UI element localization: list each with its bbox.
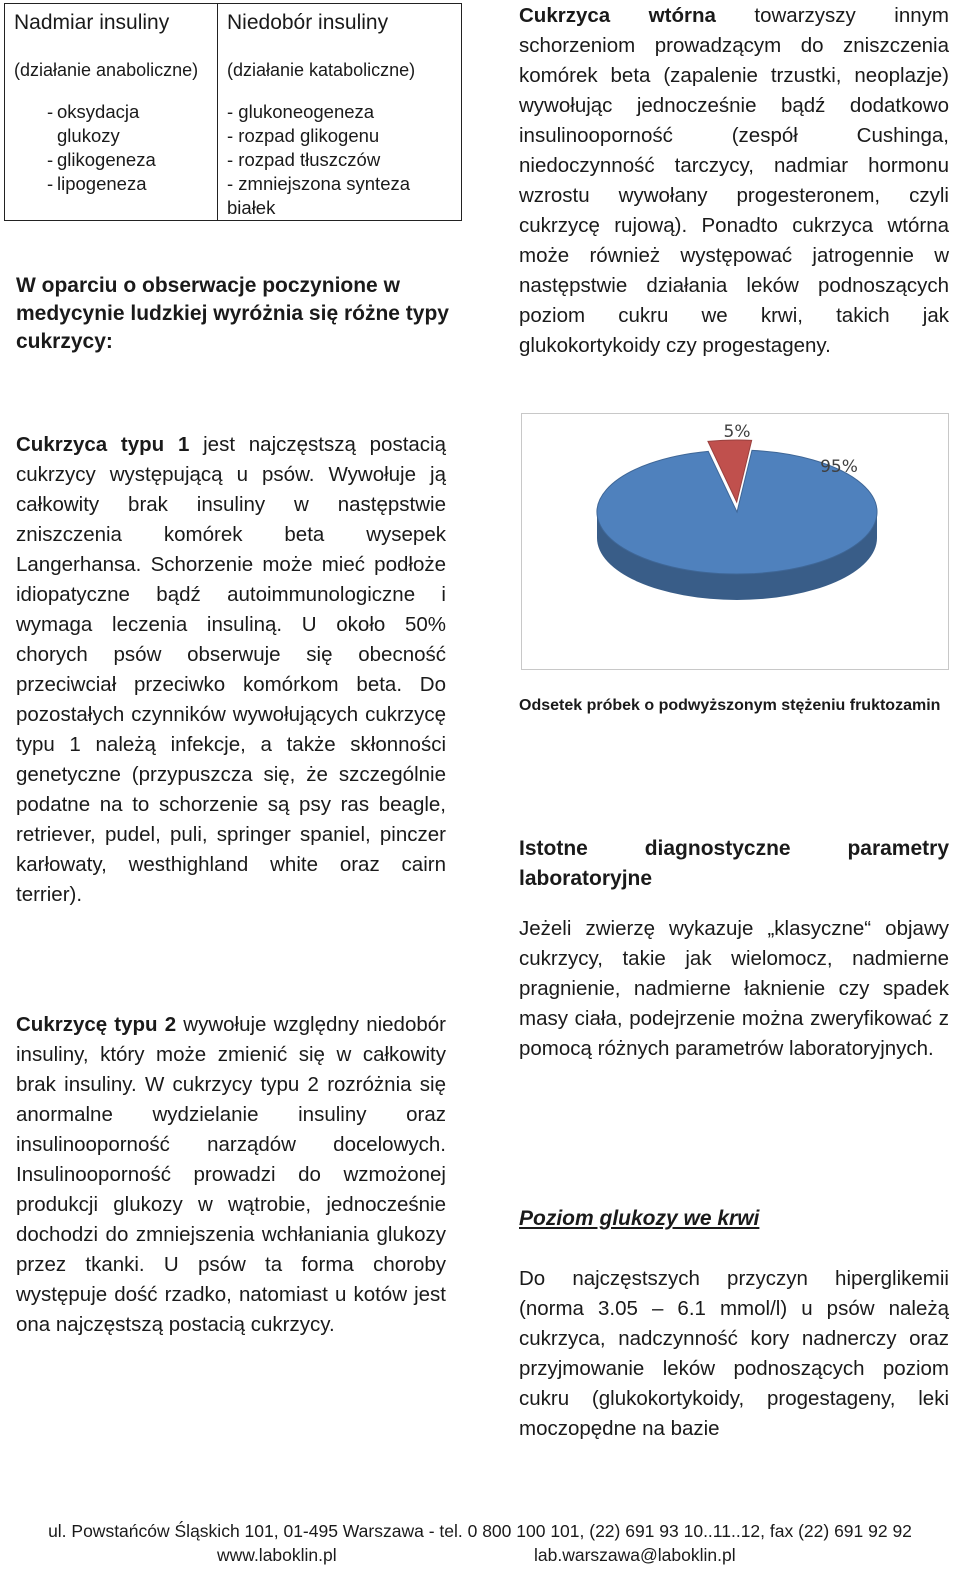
footer-website[interactable]: www.laboklin.pl bbox=[217, 1545, 337, 1565]
list-item: - glikogeneza bbox=[47, 149, 156, 170]
col-subtitle-excess: (działanie anaboliczne) bbox=[14, 60, 199, 80]
type2-lead: Cukrzycę typu 2 bbox=[16, 1013, 177, 1036]
lab-paragraph: Jeżeli zwierzę wykazuje „klasyczne“ objawy cukrzycy, takie jak wielomocz, nadmierne pragnienie, nadmierne łaknienie czy spadek masy ciała, podejrzenie można zweryfikować z pomocą różnych parametrów laboratoryjnych. bbox=[519, 917, 949, 1060]
type1-paragraph bbox=[16, 430, 446, 910]
col-subtitle-deficiency: (działanie kataboliczne) bbox=[227, 60, 416, 80]
secondary-paragraph bbox=[519, 1, 949, 361]
secondary-lead: Cukrzyca wtórna bbox=[519, 4, 716, 27]
footer-email[interactable]: lab.warszawa@laboklin.pl bbox=[534, 1545, 736, 1565]
list-item: - zmniejszona synteza białek bbox=[227, 173, 411, 218]
table-col-excess bbox=[5, 4, 218, 221]
type2-text: wywołuje względny niedobór insuliny, który może zmienić się w całkowity brak insuliny. W cukrzycy typu 2 rozróżnia się anormalne wydzielanie insuliny oraz insulinooporność narządów docelowych. Insulinooporność prowadzi do wzmożonej produkcji glukozy w wątrobie, jednocześnie dochodzi do zmniejszenia wchłaniania glukozy przez tkanki. U psów ta forma choroby występuje dość rzadko, natomiast u kotów jest ona najczęstszą postacią cukrzycy. bbox=[16, 1013, 446, 1336]
glucose-paragraph: Do najczęstszych przyczyn hiperglikemii (norma 3.05 – 6.1 mmol/l) u psów należą cukrzyca, nadczynność kory nadnerczy oraz przyjmowanie leków podnoszących poziom cukru (glukokortykoidy, progestageny, leki moczopędne na bazie bbox=[519, 1267, 949, 1440]
pie-label-1: 95% bbox=[820, 457, 858, 477]
pie-chart-frame bbox=[521, 413, 949, 670]
type2-paragraph bbox=[16, 1010, 446, 1340]
insulin-effects-table bbox=[4, 3, 462, 221]
col-title-deficiency: Niedobór insuliny bbox=[227, 11, 389, 34]
footer-address: ul. Powstańców Śląskich 101, 01-495 Warszawa - tel. 0 800 100 101, (22) 691 93 10..11..12, fax (22) 691 92 92 bbox=[48, 1521, 912, 1541]
excess-list bbox=[14, 100, 209, 196]
types-heading: W oparciu o obserwacje poczynione w medycynie ludzkiej wyróżnia się różne typy cukrzycy: bbox=[16, 274, 449, 353]
list-item: - glukoneogeneza bbox=[227, 101, 375, 122]
secondary-text: towarzyszy innym schorzeniom prowadzącym do zniszczenia komórek beta (zapalenie trzustki, neoplazje) wywołując jednocześnie bądź dodatkowo insulinooporność (zespół Cushinga, niedoczynność tarczycy, nadmiar hormonu wzrostu wywołany progesteronem, czyli cukrzycę rujową). Ponadto cukrzyca wtórna może również występować jatrogennie w następstwie działania leków podnoszących poziom cukru we krwi, takich jak glukokortykoidy czy progestageny. bbox=[519, 4, 949, 357]
type1-lead: Cukrzyca typu 1 bbox=[16, 433, 190, 456]
pie-chart bbox=[522, 414, 948, 669]
list-item: - rozpad tłuszczów bbox=[227, 149, 381, 170]
deficiency-list bbox=[227, 100, 453, 220]
list-item: - lipogeneza bbox=[47, 173, 147, 194]
type1-text: jest najczęstszą postacią cukrzycy występującą u psów. Wywołuje ją całkowity brak insuliny w następstwie zniszczenia komórek beta wysepek Langerhansa. Schorzenie może mieć podłoże idiopatyczne bądź autoimmunologiczne i wymaga leczenia insuliną. U około 50% chorych psów obserwuje się obecność przeciwciał przeciwko komórkom beta. Do pozostałych czynników wywołujących cukrzycę typu 1 należą infekcje, a także skłonności genetyczne (przypuszcza się, że szczególnie podatne na to schorzenie są psy ras beagle, retriever, pudel, puli, springer spaniel, pinczer karłowaty, westhighland white oraz cairn terrier). bbox=[16, 433, 446, 906]
glucose-heading: Poziom glukozy we krwi bbox=[519, 1207, 760, 1230]
lab-heading: Istotne diagnostyczne parametry laboratoryjne bbox=[519, 837, 949, 890]
chart-caption: Odsetek próbek o podwyższonym stężeniu fruktozamin bbox=[519, 697, 941, 714]
list-item: - rozpad glikogenu bbox=[227, 125, 380, 146]
list-item: - oksydacja glukozy bbox=[47, 101, 140, 146]
col-title-excess: Nadmiar insuliny bbox=[14, 11, 170, 34]
table-col-deficiency bbox=[218, 4, 462, 221]
pie-label-0: 5% bbox=[723, 422, 751, 442]
